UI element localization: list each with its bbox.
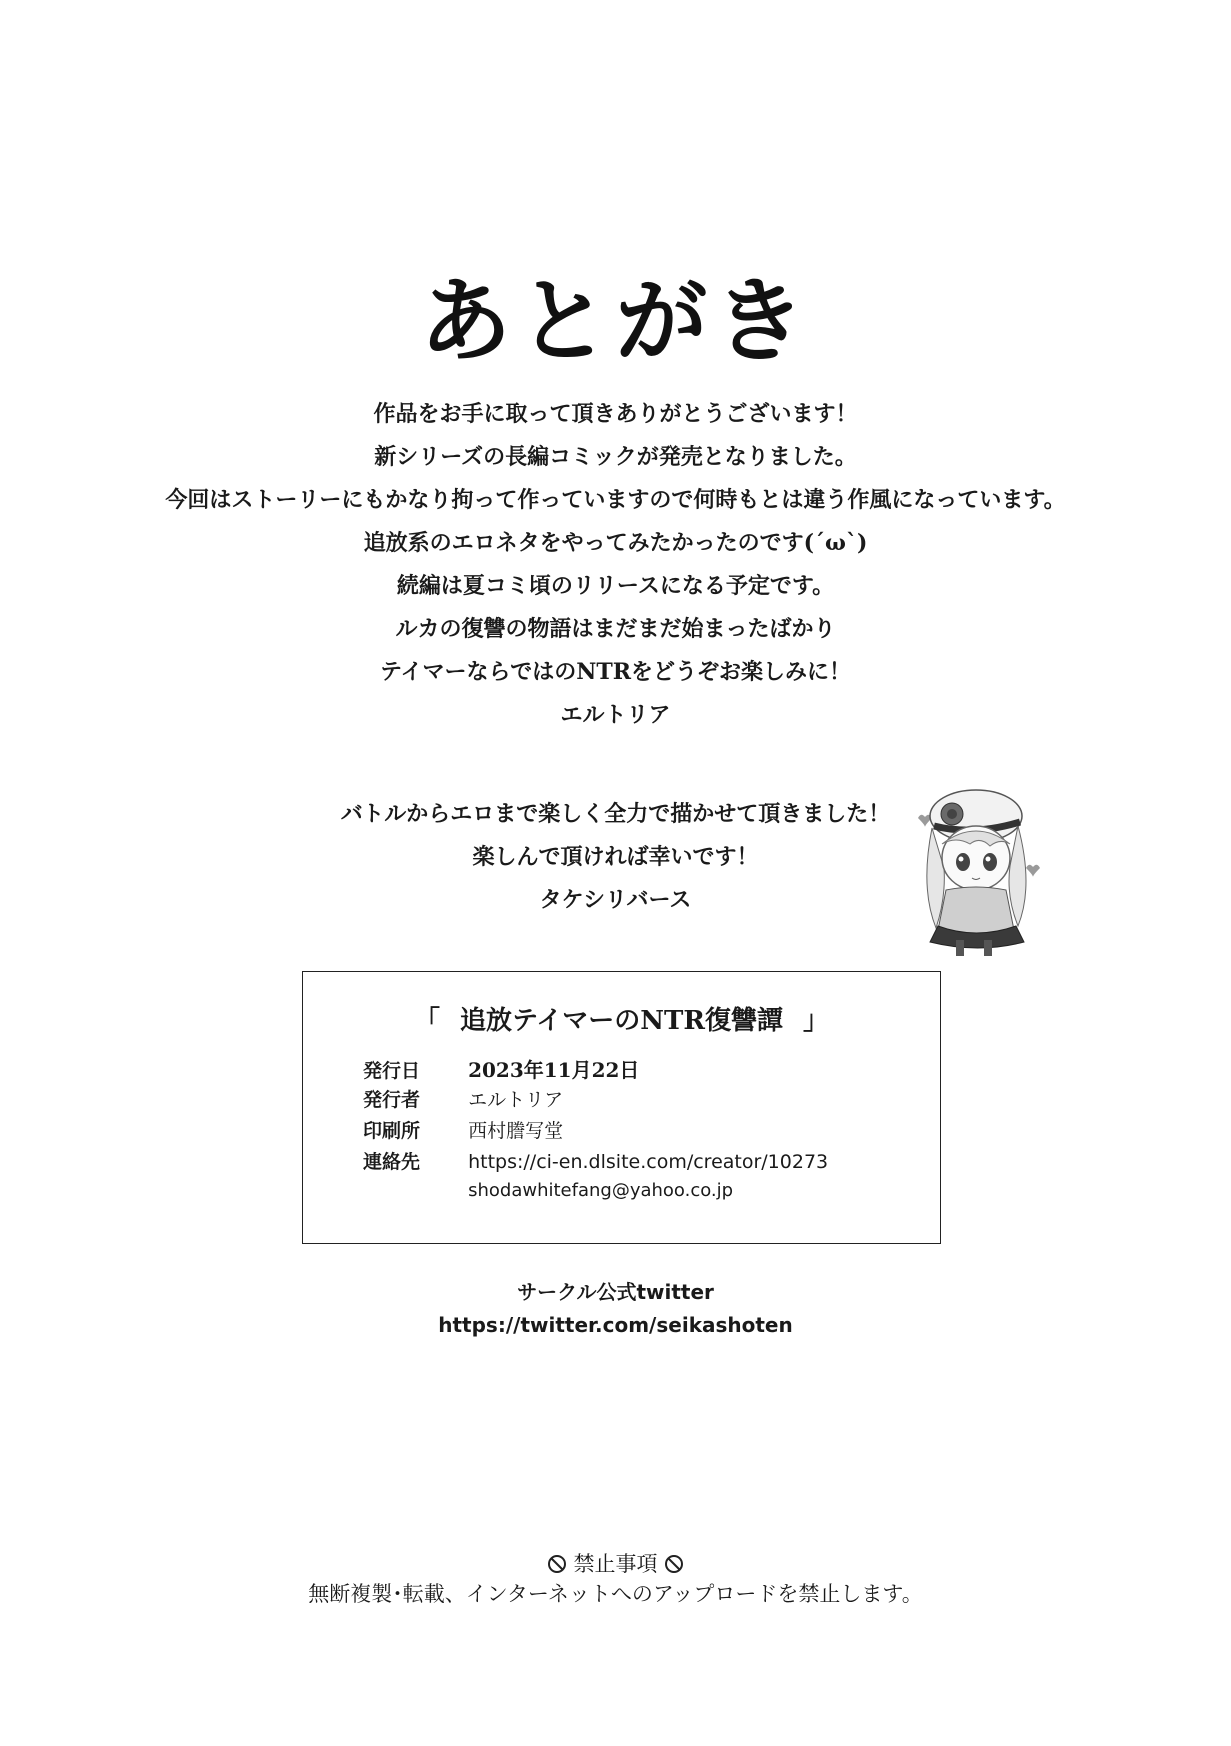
author-line-3: 今回はストーリーにもかなり拘って作っていますので何時もとは違う作風になっています。 <box>165 487 1066 513</box>
artist-signature: タケシリバース <box>539 887 692 913</box>
colophon-label: 発行日 <box>363 1060 421 1082</box>
prohibited-icon <box>547 1554 567 1574</box>
colophon-label: 発行者 <box>363 1089 421 1111</box>
colophon-row-date <box>363 1054 639 1083</box>
author-line-5: 続編は夏コミ頃のリリースになる予定です。 <box>396 573 835 599</box>
book-title-line <box>303 1000 940 1037</box>
colophon-row-publisher <box>363 1085 563 1112</box>
twitter-label: サークル公式twitter <box>517 1280 714 1304</box>
contact-url[interactable]: https://ci-en.dlsite.com/creator/10273 <box>468 1151 829 1173</box>
open-bracket: 「 <box>414 1006 441 1036</box>
notice-heading-line <box>0 1548 1231 1578</box>
author-signature: エルトリア <box>560 702 671 728</box>
prohibited-icon <box>664 1554 684 1574</box>
colophon-label: 連絡先 <box>363 1151 421 1173</box>
author-line-4: 追放系のエロネタをやってみたかったのです(´ω`) <box>363 530 868 556</box>
author-message <box>0 393 1231 737</box>
author-line-6: ルカの復讐の物語はまだまだ始まったばかり <box>395 616 836 642</box>
colophon-label: 印刷所 <box>363 1120 421 1142</box>
author-line-7: テイマーならではのNTRをどうぞお楽しみに！ <box>379 659 851 685</box>
notice-heading: 禁止事項 <box>573 1552 658 1576</box>
publisher: エルトリア <box>468 1089 564 1111</box>
colophon-box <box>302 971 941 1244</box>
artist-line-2: 楽しんで頂ければ幸いです！ <box>472 844 759 870</box>
publish-date: 2023年11月22日 <box>468 1058 640 1082</box>
author-line-1: 作品をお手に取って頂きありがとうございます！ <box>373 401 858 427</box>
chibi-character-illustration <box>898 778 1048 958</box>
notice-text: 無断複製･転載、インターネットへのアップロードを禁止します。 <box>308 1582 923 1606</box>
colophon-row-printer <box>363 1116 563 1143</box>
printer: 西村謄写堂 <box>468 1120 564 1142</box>
close-bracket: 」 <box>802 1006 829 1036</box>
book-title: 追放テイマーのNTR復讐譚 <box>460 1006 783 1036</box>
colophon-row-email <box>363 1180 733 1201</box>
author-line-2: 新シリーズの長編コミックが発売となりました。 <box>374 444 857 470</box>
colophon-row-contact <box>363 1147 828 1174</box>
heart-icon <box>1026 865 1040 877</box>
artist-line-1: バトルからエロまで楽しく全力で描かせて頂きました！ <box>340 801 891 827</box>
afterword-title: あとがき <box>419 267 812 375</box>
contact-email[interactable]: shodawhitefang@yahoo.co.jp <box>468 1180 734 1201</box>
twitter-url[interactable]: https://twitter.com/seikashoten <box>438 1313 793 1337</box>
